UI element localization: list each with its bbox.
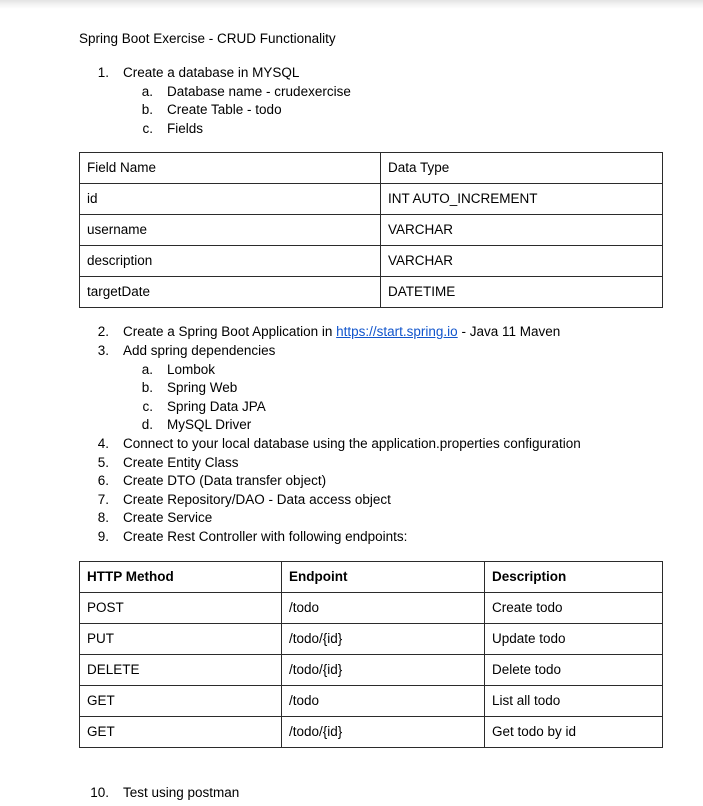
endpoint-cell-method: GET (80, 716, 282, 747)
endpoints-table-head (80, 561, 663, 592)
endpoint-cell-method: DELETE (80, 654, 282, 685)
list-item-step-9 (79, 528, 669, 547)
list-marker: 4. (97, 435, 109, 451)
table-header-row (80, 561, 663, 592)
list-item-step-3b (123, 379, 669, 398)
list-item-label: Create Service (123, 510, 213, 526)
page-top-edge-shadow (0, 0, 703, 9)
fields-table-header-field-name: Field Name (80, 153, 381, 184)
endpoint-cell-method: GET (80, 685, 282, 716)
table-row (80, 215, 663, 246)
list-item-label: Create Table - todo (167, 102, 282, 118)
fields-table-body (80, 184, 663, 308)
fields-table (79, 152, 663, 308)
step-2-text-before: Create a Spring Boot Application in (123, 324, 337, 340)
list-item-label: Create Entity Class (123, 454, 239, 470)
list-item-step-3a (123, 361, 669, 380)
table-row (80, 623, 663, 654)
exercise-steps-list-final (79, 784, 669, 803)
list-marker: 10. (90, 784, 109, 800)
list-marker: c. (142, 398, 153, 414)
list-item-label: Create Repository/DAO - Data access object (123, 491, 391, 507)
spacer-before-fields-table (79, 138, 669, 152)
list-marker: 9. (97, 528, 109, 544)
list-item-step-3d (123, 416, 669, 435)
list-marker: b. (141, 102, 153, 118)
list-item-label: Spring Web (167, 380, 238, 396)
list-marker: 5. (97, 454, 109, 470)
endpoints-table-header-description: Description (485, 561, 663, 592)
list-item-step-3c (123, 398, 669, 417)
endpoints-table-header-http-method: HTTP Method (80, 561, 282, 592)
step-2-text-after: - Java 11 Maven (457, 324, 561, 340)
list-item-step-1c (123, 120, 669, 139)
list-item-label: Spring Data JPA (167, 398, 266, 414)
endpoint-cell-path: /todo (282, 685, 485, 716)
list-item-step-8 (79, 509, 669, 528)
endpoint-cell-description: Update todo (485, 623, 663, 654)
page-title: Spring Boot Exercise - CRUD Functionality (79, 31, 336, 46)
fields-cell-name: description (80, 246, 381, 277)
fields-cell-type: VARCHAR (381, 246, 663, 277)
exercise-steps-list-continued (79, 323, 669, 546)
exercise-steps-list (79, 64, 669, 138)
list-item-label: Create a database in MYSQL (123, 65, 300, 80)
fields-table-header-data-type: Data Type (381, 153, 663, 184)
endpoint-cell-path: /todo/{id} (282, 623, 485, 654)
list-marker: 1. (97, 65, 109, 80)
table-row (80, 685, 663, 716)
list-item-step-2 (79, 323, 669, 342)
list-marker: 3. (97, 342, 109, 358)
list-item-step-5 (79, 454, 669, 473)
endpoint-cell-path: /todo/{id} (282, 716, 485, 747)
fields-cell-type: VARCHAR (381, 215, 663, 246)
table-row (80, 277, 663, 308)
fields-cell-name: id (80, 184, 381, 215)
step-3-sublist (123, 361, 669, 435)
spacer-before-endpoints-table (79, 547, 669, 561)
list-item-step-4 (79, 435, 669, 454)
list-marker: 2. (97, 324, 109, 340)
endpoint-cell-path: /todo (282, 592, 485, 623)
list-item-label: Database name - crudexercise (167, 83, 351, 99)
table-row (80, 246, 663, 277)
list-item-label: Create DTO (Data transfer object) (123, 473, 327, 489)
list-item-step-3 (79, 342, 669, 435)
endpoints-table (79, 561, 663, 748)
list-item-step-10 (79, 784, 669, 803)
endpoint-cell-description: Delete todo (485, 654, 663, 685)
list-item-label: Connect to your local database using the application.properties configuration (123, 435, 581, 451)
list-marker: 7. (97, 491, 109, 507)
endpoint-cell-description: Create todo (485, 592, 663, 623)
list-marker: b. (141, 380, 153, 396)
endpoint-cell-description: Get todo by id (485, 716, 663, 747)
list-marker: a. (141, 83, 153, 99)
list-marker: 8. (97, 510, 109, 526)
fields-cell-type: DATETIME (381, 277, 663, 308)
spacer-after-endpoints-table (79, 748, 669, 784)
step-1-sublist (123, 83, 669, 139)
list-item-label: Fields (167, 120, 204, 136)
list-item-label: MySQL Driver (167, 417, 252, 433)
list-item-label: Create Rest Controller with following endpoints: (123, 528, 408, 544)
table-row (80, 716, 663, 747)
list-item-step-6 (79, 472, 669, 491)
table-row (80, 184, 663, 215)
endpoints-table-body (80, 592, 663, 747)
list-item-label (123, 324, 560, 339)
endpoint-cell-method: POST (80, 592, 282, 623)
fields-cell-name: targetDate (80, 277, 381, 308)
spacer-after-fields-table (79, 308, 669, 323)
spring-initializr-link[interactable]: https://start.spring.io (336, 324, 458, 340)
fields-cell-type: INT AUTO_INCREMENT (381, 184, 663, 215)
endpoint-cell-path: /todo/{id} (282, 654, 485, 685)
list-marker: d. (141, 417, 153, 433)
list-item-label: Add spring dependencies (123, 342, 276, 358)
list-marker: 6. (97, 473, 109, 489)
list-marker: a. (141, 361, 153, 377)
table-row (80, 654, 663, 685)
table-header-row (80, 153, 663, 184)
fields-table-head (80, 153, 663, 184)
endpoints-table-header-endpoint: Endpoint (282, 561, 485, 592)
document-body (79, 30, 669, 802)
endpoint-cell-description: List all todo (485, 685, 663, 716)
endpoint-cell-method: PUT (80, 623, 282, 654)
table-row (80, 592, 663, 623)
list-item-step-7 (79, 491, 669, 510)
list-item-step-1b (123, 101, 669, 120)
list-item-step-1a (123, 83, 669, 102)
list-item-label: Test using postman (123, 784, 240, 800)
fields-cell-name: username (80, 215, 381, 246)
list-item-step-1 (79, 64, 669, 138)
list-item-label: Lombok (167, 361, 216, 377)
list-marker: c. (142, 120, 153, 136)
